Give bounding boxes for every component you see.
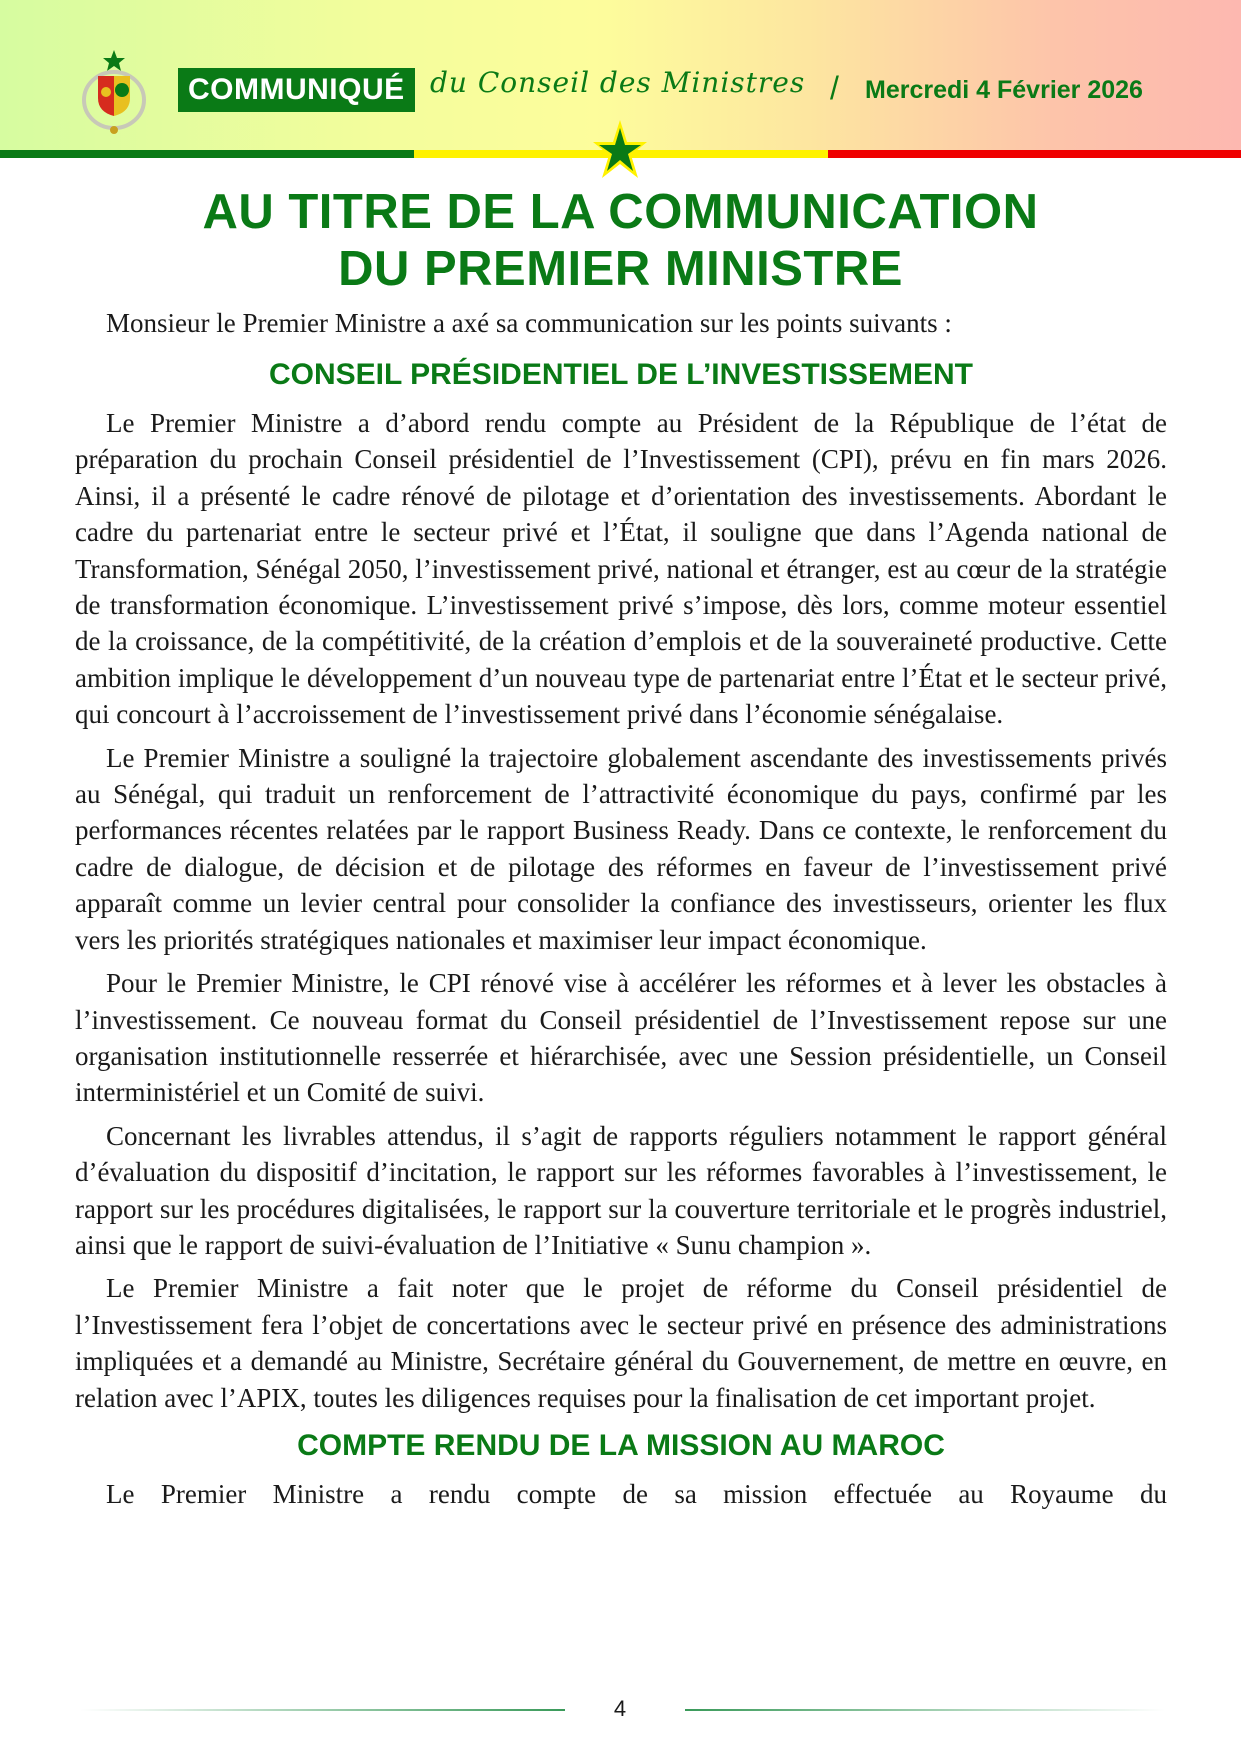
paragraph: Le Premier Ministre a souligné la trajectoire globalement ascendante des investissements privés au Sénégal, qui traduit un renforcement de l’attractivité économique du pays, confirmé par les performances récentes relatées par le rapport Business Ready. Dans ce contexte, le renforcement du cadre de dialogue, de décision et de pilotage des réformes en faveur de l’investissement privé apparaît comme un levier central pour consolider la confiance des investisseurs, orienter les flux vers les priorités stratégiques nationales et maximiser leur impact économique. <box>75 742 1167 955</box>
header-subtitle: du Conseil des Ministres <box>430 66 806 99</box>
document-body <box>75 305 1167 1519</box>
flag-stripe-green <box>0 150 414 158</box>
star-icon <box>592 118 648 180</box>
page-title-line-2: DU PREMIER MINISTRE <box>338 242 903 296</box>
header-date: Mercredi 4 Février 2026 <box>865 76 1143 104</box>
coat-of-arms-icon <box>78 50 150 136</box>
intro-text: Monsieur le Premier Ministre a axé sa communication sur les points suivants : <box>106 308 952 338</box>
paragraph: Pour le Premier Ministre, le CPI rénové vise à accélérer les réformes et à lever les obstacles à l’investissement. Ce nouveau format du Conseil présidentiel de l’Investissement repose sur une organisation institutionnelle resserrée et hiérarchisée, avec une Session présidentielle, un Conseil interministériel et un Comité de suivi. <box>75 968 1167 1108</box>
paragraph: Le Premier Ministre a fait noter que le projet de réforme du Conseil présidentiel de l’Investissement fera l’objet de concertations avec le secteur privé en présence des administrations impliquées et a demandé au Ministre, Secrétaire général du Gouvernement, de mettre en œuvre, en relation avec l’APIX, toutes les diligences requises pour la finalisation de cet important projet. <box>75 1273 1167 1413</box>
footer-divider-left <box>80 1709 565 1711</box>
paragraph: Le Premier Ministre a d’abord rendu compte au Président de la République de l’état de préparation du prochain Conseil présidentiel de l’Investissement (CPI), prévu en fin mars 2026. Ainsi, il a présenté le cadre rénové de pilotage et d’orientation des investissements. Abordant le cadre du partenariat entre le secteur privé et l’État, il souligne que dans l’Agenda national de Transformation, Sénégal 2050, l’investissement privé, national et étranger, est au cœur de la stratégie de transformation économique. L’investissement privé s’impose, dès lors, comme moteur essentiel de la croissance, de la compétitivité, de la création d’emplois et de la souveraineté productive. Cette ambition implique le développement d’un nouveau type de partenariat entre l’État et le secteur privé, qui concourt à l’accroissement de l’investissement privé dans l’économie sénégalaise. <box>75 408 1167 730</box>
paragraph: Concernant les livrables attendus, il s’agit de rapports réguliers notamment le rapport général d’évaluation du dispositif d’incitation, le rapport sur les réformes favorables à l’investissement, le rapport sur les procédures digitalisées, le rapport sur la couverture territoriale et le progrès industriel, ainsi que le rapport de suivi-évaluation de l’Initiative « Sunu champion ». <box>75 1120 1167 1260</box>
page-footer <box>0 1696 1241 1721</box>
footer-divider-right <box>685 1709 1165 1711</box>
page-title <box>0 184 1241 298</box>
section-heading: CONSEIL PRÉSIDENTIEL DE L’INVESTISSEMENT <box>268 358 974 391</box>
header-separator: / <box>830 70 839 106</box>
page-title-line-1: AU TITRE DE LA COMMUNICATION <box>202 185 1039 239</box>
paragraph: Le Premier Ministre a rendu compte de sa mission effectuée au Royaume du <box>106 1478 1167 1509</box>
section-heading: COMPTE RENDU DE LA MISSION AU MAROC <box>297 1428 945 1462</box>
page-number: 4 <box>613 1696 627 1721</box>
flag-stripe-red <box>828 150 1241 158</box>
communique-badge: COMMUNIQUÉ <box>178 68 415 112</box>
